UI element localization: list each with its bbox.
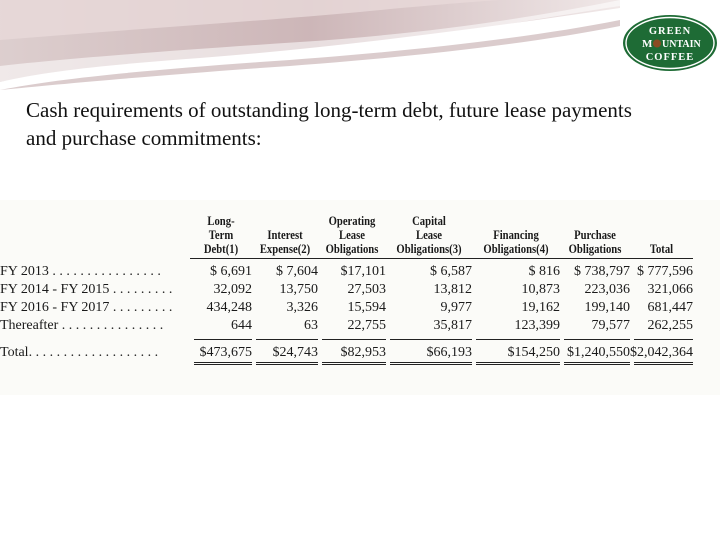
column-header-2 [258,214,312,259]
table-cell: $473,675 [190,335,252,362]
table-cell: 321,066 [647,282,693,297]
table-cell: 644 [231,318,252,333]
table-cell: 79,577 [591,318,630,333]
column-header-text: Interest [267,227,303,242]
table-cell: $ 6,691 [210,264,252,279]
column-header-5 [480,214,552,259]
table-cell: $1,240,550 [560,335,630,362]
column-header-text: Financing [493,227,539,242]
column-header-text: Long-Term [207,213,235,242]
coffee-bean-icon [653,40,661,48]
column-header-3 [324,214,380,259]
row-label: FY 2013 . . . . . . . . . . . . . . . . [0,263,161,279]
table-cell: 22,755 [347,318,386,333]
column-header-text: Operating [328,213,376,228]
header-swoosh-graphic [0,0,720,90]
logo-text-green: GREEN [648,26,692,37]
table-cell: $66,193 [386,335,472,362]
table-cell: $ 7,604 [276,264,318,279]
table-row [0,281,693,299]
table-cell: 262,255 [647,318,693,333]
total-row [0,335,693,362]
column-header-text: Total [649,241,674,256]
table-cell: 3,326 [286,300,318,315]
table-cell: $24,743 [252,335,318,362]
table-cell: 199,140 [584,300,630,315]
table-cell: 13,750 [279,282,318,297]
table-cell: 15,594 [347,300,386,315]
table-cell: 434,248 [206,300,252,315]
column-header-text: Capital [412,213,446,228]
table-cell: 13,812 [433,282,472,297]
column-header-text: Lease [338,227,366,242]
column-header-text: Lease [415,227,443,242]
column-header-6 [566,214,623,259]
column-header-1 [196,214,247,259]
table-cell: $ 738,797 [574,264,630,279]
table-row [0,317,693,335]
column-header-4 [394,214,465,259]
column-header-text: Obligations(4) [483,241,549,256]
heading-line-1: Cash requirements of outstanding long-term debt, future lease payments [26,98,632,122]
table-cell: 27,503 [347,282,386,297]
column-header-7 [636,214,688,259]
row-label: FY 2016 - FY 2017 . . . . . . . . . [0,300,173,315]
row-label: FY 2014 - FY 2015 . . . . . . . . . [0,282,173,297]
column-header-text: Obligations(3) [396,241,462,256]
table-row [0,259,693,282]
column-header-text: Expense(2) [259,241,311,256]
column-header-text: Debt(1) [203,241,239,256]
header-label-blank [17,214,173,259]
table-cell: 35,817 [433,318,472,333]
table-cell: 9,977 [440,300,472,315]
table-cell: $82,953 [318,335,386,362]
table-row [0,299,693,317]
logo-text-coffee: COFFEE [645,52,695,63]
table-cell: 10,873 [521,282,560,297]
column-header-text: Obligations [568,241,622,256]
table-cell: $ 777,596 [637,264,693,279]
table-cell: $2,042,364 [630,335,693,362]
row-label: Thereafter . . . . . . . . . . . . . . . [0,318,164,333]
row-label: Total. . . . . . . . . . . . . . . . . . . [0,345,159,360]
table-cell: 63 [304,318,318,333]
table-cell: 19,162 [521,300,560,315]
green-mountain-coffee-logo [622,14,718,72]
column-header-text: Obligations [325,241,379,256]
obligations-table [0,214,693,362]
table-cell: 223,036 [584,282,630,297]
table-cell: $154,250 [472,335,560,362]
table-cell: 123,399 [514,318,560,333]
slide-heading [26,96,716,152]
heading-line-2: and purchase commitments: [26,126,262,150]
table-cell: 32,092 [213,282,252,297]
table-header-row [0,214,693,259]
column-header-text: Purchase [574,227,616,242]
table-cell: $17,101 [340,264,386,279]
table-cell: $ 6,587 [430,264,472,279]
logo-text-m: M [642,38,653,50]
table-cell: $ 816 [528,264,560,279]
obligations-table-panel [0,200,720,395]
logo-text-untain: UNTAIN [662,39,701,50]
table-cell: 681,447 [647,300,693,315]
